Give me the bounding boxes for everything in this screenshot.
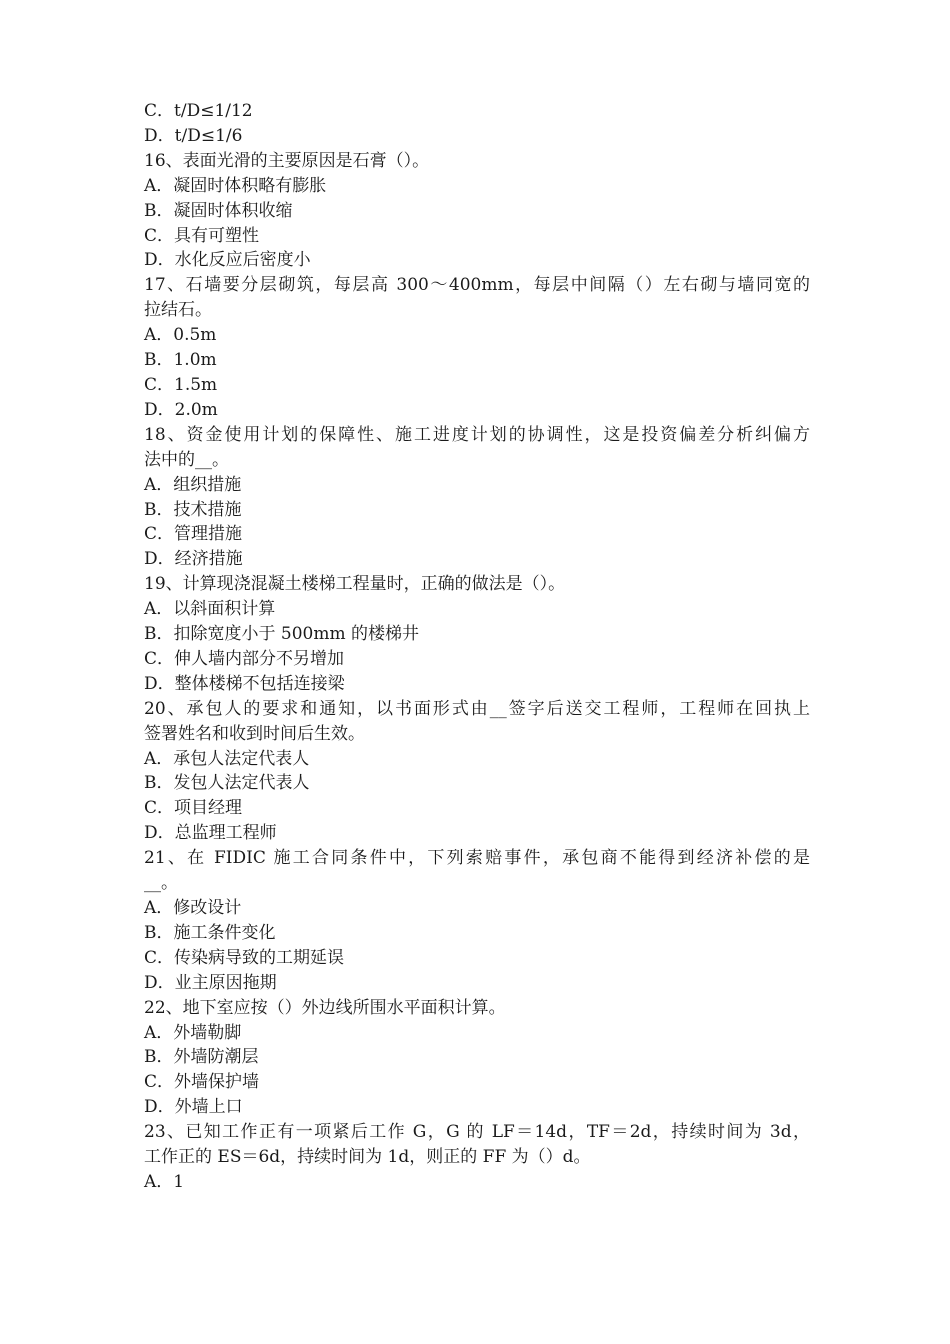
option-item: C．1.5m — [144, 374, 218, 395]
question-text: 18、资金使用计划的保障性、施工进度计划的协调性，这是投资偏差分析纠偏方 — [144, 424, 810, 445]
question-text: 22、地下室应按（）外边线所围水平面积计算。 — [144, 997, 506, 1018]
option-item: B．发包人法定代表人 — [144, 773, 310, 794]
option-item: C．项目经理 — [144, 798, 243, 819]
question-block — [144, 846, 810, 995]
option-item: D．2.0m — [144, 399, 218, 420]
option-item: C．传染病导致的工期延误 — [144, 947, 345, 968]
option-item: D．业主原因拖期 — [144, 972, 277, 993]
question-text: __。 — [144, 873, 178, 894]
option-item: A．外墙勒脚 — [144, 1022, 242, 1043]
question-text: 23、已知工作正有一项紧后工作 G，G 的 LF＝14d，TF＝2d，持续时间为 3d， — [144, 1122, 810, 1143]
option-item: A．以斜面积计算 — [144, 599, 276, 620]
option-item: D．总监理工程师 — [144, 823, 277, 844]
option-item: B．扣除宽度小于 500mm 的楼梯井 — [144, 624, 419, 645]
question-text: 签署姓名和收到时间后生效。 — [144, 723, 365, 744]
option-item: A．组织措施 — [144, 474, 242, 495]
option-item: B．技术措施 — [144, 499, 242, 520]
option-item: C．具有可塑性 — [144, 225, 260, 246]
option-item: D．t/D≤1/6 — [144, 125, 243, 146]
option-item: A．1 — [144, 1171, 185, 1192]
option-item: C．外墙保护墙 — [144, 1072, 260, 1093]
question-text: 16、表面光滑的主要原因是石膏（）。 — [144, 150, 430, 171]
option-item: C．t/D≤1/12 — [144, 101, 253, 121]
question-text: 20、承包人的要求和通知，以书面形式由__签字后送交工程师，工程师在回执上 — [144, 698, 810, 719]
question-block — [144, 273, 810, 422]
option-item: B．凝固时体积收缩 — [144, 200, 293, 221]
question-block — [144, 149, 810, 274]
question-block — [144, 697, 810, 846]
question-text: 21、在 FIDIC 施工合同条件中，下列索赔事件，承包商不能得到经济补偿的是 — [144, 848, 810, 869]
question-block — [144, 423, 810, 572]
option-item: A．凝固时体积略有膨胀 — [144, 175, 327, 196]
option-item: B．外墙防潮层 — [144, 1047, 259, 1068]
option-item: A．承包人法定代表人 — [144, 748, 310, 769]
question-block — [144, 572, 810, 697]
option-item: D．水化反应后密度小 — [144, 250, 311, 271]
option-item: C．管理措施 — [144, 524, 243, 545]
option-item: A．修改设计 — [144, 898, 242, 918]
option-item: C．伸人墙内部分不另增加 — [144, 648, 345, 669]
option-item: B．1.0m — [144, 350, 217, 371]
question-block — [144, 996, 810, 1121]
question-text: 法中的__。 — [144, 449, 229, 470]
question-text: 拉结石。 — [144, 300, 212, 321]
option-item: B．施工条件变化 — [144, 922, 276, 943]
option-item: A．0.5m — [144, 325, 217, 346]
question-block — [144, 1120, 810, 1195]
option-item: D．经济措施 — [144, 549, 243, 570]
document-page — [144, 99, 810, 1195]
question-text: 17、石墙要分层砌筑，每层高 300～400mm，每层中间隔（）左右砌与墙同宽的 — [144, 275, 810, 296]
option-item: D．外墙上口 — [144, 1097, 243, 1118]
question-text: 工作正的 ES＝6d，持续时间为 1d，则正的 FF 为（）d。 — [144, 1147, 591, 1168]
question-text: 19、计算现浇混凝土楼梯工程量时，正确的做法是（）。 — [144, 574, 566, 595]
option-item: D．整体楼梯不包括连接梁 — [144, 673, 345, 694]
